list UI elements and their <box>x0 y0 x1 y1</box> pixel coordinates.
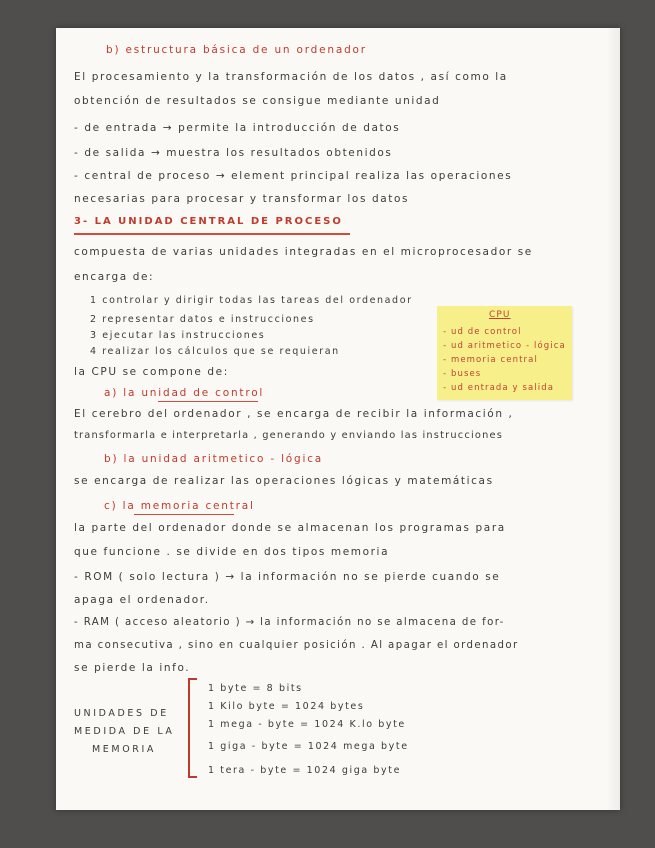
bullet-central-unit: - central de proceso → element principal realiza las operaciones <box>74 170 513 182</box>
memory-unit-item: 1 Kilo byte = 1024 bytes <box>208 701 365 712</box>
bullet-input-unit: - de entrada → permite la introducción de datos <box>74 122 401 134</box>
text-line: ma consecutiva , sino en cualquier posición . Al apagar el ordenador <box>74 640 519 651</box>
text-line: transformarla e interpretarla , generando y enviando las instrucciones <box>74 430 504 441</box>
text-line: obtención de resultados se consigue mediante unidad <box>74 95 441 107</box>
sticky-item: - buses <box>443 369 482 379</box>
memory-unit-item: 1 tera - byte = 1024 giga byte <box>208 765 402 776</box>
heading-underline <box>134 514 234 515</box>
text-line: se encarga de realizar las operaciones lógicas y matemáticas <box>74 475 494 487</box>
memory-unit-item: 1 byte = 8 bits <box>208 683 303 694</box>
heading-basic-structure: b) estructura básica de un ordenador <box>106 44 367 56</box>
list-item: 3 ejecutar las instrucciones <box>90 330 266 341</box>
memory-label: UNIDADES DE <box>74 708 169 719</box>
sticky-item: - ud de control <box>443 327 522 337</box>
text-line: la parte del ordenador donde se almacenan los programas para <box>74 522 506 534</box>
list-item: 2 representar datos e instrucciones <box>90 314 315 325</box>
memory-unit-item: 1 giga - byte = 1024 mega byte <box>208 741 409 752</box>
sticky-item: - memoria central <box>443 355 538 365</box>
text-line: El cerebro del ordenador , se encarga de recibir la información , <box>74 408 514 420</box>
text-line: compuesta de varias unidades integradas en el microprocesador se <box>74 246 533 258</box>
heading-control-unit: a) la unidad de control <box>104 387 265 399</box>
heading-main-memory: c) la memoria central <box>104 500 255 512</box>
text-line: la CPU se compone de: <box>74 366 229 378</box>
text-line: El procesamiento y la transformación de los datos , así como la <box>74 71 508 83</box>
heading-underline <box>158 401 258 402</box>
list-item: 1 controlar y dirigir todas las tareas del ordenador <box>90 295 413 306</box>
text-line: apaga el ordenador. <box>74 594 210 606</box>
memory-label: MEMORIA <box>92 744 156 755</box>
sticky-title: CPU <box>489 310 511 320</box>
memory-unit-item: 1 mega - byte = 1024 K.lo byte <box>208 719 406 730</box>
section-title-cpu: 3- LA UNIDAD CENTRAL DE PROCESO <box>74 216 343 227</box>
memory-bracket <box>188 678 197 778</box>
bullet-output-unit: - de salida → muestra los resultados obtenidos <box>74 147 393 159</box>
bullet-ram: - RAM ( acceso aleatorio ) → la información no se almacena de for- <box>74 617 505 628</box>
list-item: 4 realizar los cálculos que se requieran <box>90 346 340 357</box>
page-shadow <box>606 28 620 810</box>
sticky-item: - ud aritmetico - lógica <box>443 341 566 351</box>
heading-alu: b) la unidad aritmetico - lógica <box>104 453 324 465</box>
bullet-rom: - ROM ( solo lectura ) → la información no se pierde cuando se <box>74 571 501 583</box>
sticky-note <box>437 306 572 400</box>
memory-label: MEDIDA DE LA <box>74 726 175 737</box>
text-line: se pierde la info. <box>74 662 191 674</box>
section-underline <box>74 233 350 235</box>
text-line: necesarias para procesar y transformar los datos <box>74 193 410 205</box>
text-line: que funcione . se divide en dos tipos memoria <box>74 546 390 558</box>
notebook-page <box>56 28 620 810</box>
sticky-item: - ud entrada y salida <box>443 383 555 393</box>
text-line: encarga de: <box>74 271 155 283</box>
